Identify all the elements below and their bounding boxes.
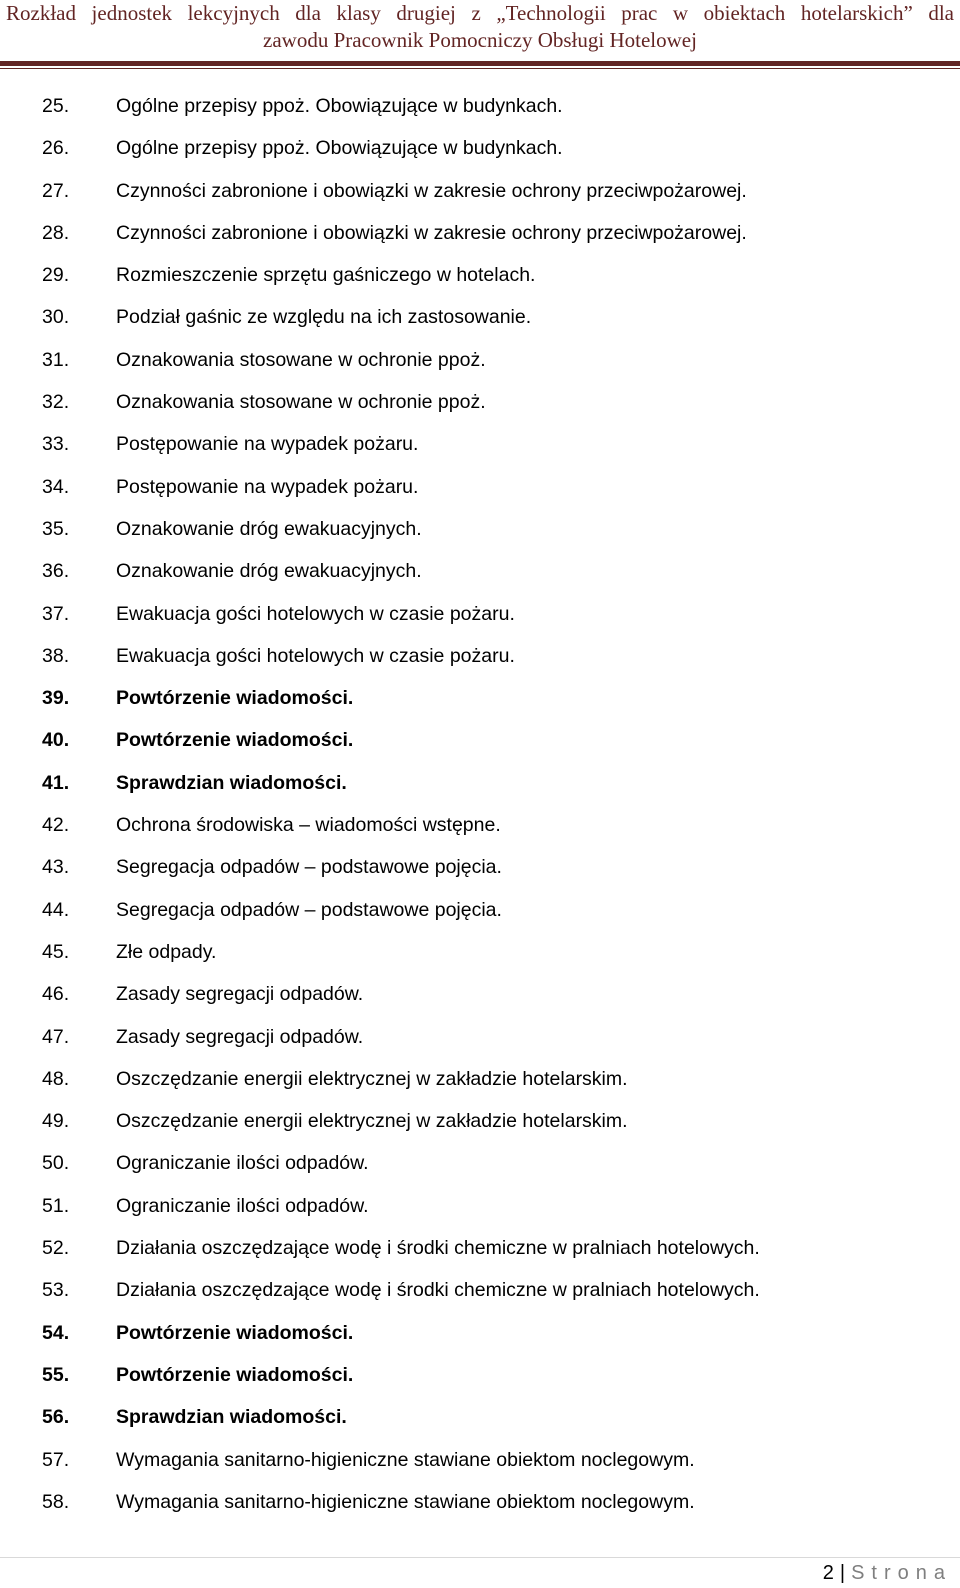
lesson-item (0, 804, 960, 846)
lesson-number: 38. (42, 644, 70, 667)
lesson-title: Złe odpady. (116, 940, 217, 963)
lesson-item (0, 1016, 960, 1058)
lesson-number: 54. (42, 1321, 70, 1344)
lesson-item (0, 762, 960, 804)
lesson-item (0, 1185, 960, 1227)
header-divider (0, 68, 960, 69)
lesson-title: Oznakowanie dróg ewakuacyjnych. (116, 560, 422, 583)
lesson-number: 28. (42, 221, 70, 244)
lesson-title: Wymagania sanitarno-higieniczne stawiane obiektom noclegowym. (116, 1448, 695, 1471)
lesson-title: Postępowanie na wypadek pożaru. (116, 475, 419, 498)
lesson-item (0, 550, 960, 592)
lesson-number: 32. (42, 391, 70, 414)
lesson-number: 57. (42, 1448, 70, 1471)
lesson-item (0, 1269, 960, 1311)
lesson-number: 39. (42, 687, 70, 710)
footer-separator: | (839, 1562, 846, 1584)
lesson-number: 41. (42, 771, 70, 794)
lesson-title: Sprawdzian wiadomości. (116, 1406, 347, 1429)
footer-divider (0, 1557, 960, 1558)
lesson-title: Czynności zabronione i obowiązki w zakresie ochrony przeciwpożarowej. (116, 179, 747, 202)
lesson-item (0, 170, 960, 212)
lesson-number: 51. (42, 1194, 70, 1217)
lesson-item (0, 212, 960, 254)
lesson-title: Powtórzenie wiadomości. (116, 1321, 354, 1344)
lesson-title: Zasady segregacji odpadów. (116, 983, 364, 1006)
lesson-item (0, 973, 960, 1015)
page-footer (823, 1560, 952, 1586)
lesson-title: Ewakuacja gości hotelowych w czasie pożaru. (116, 644, 515, 667)
lesson-item (0, 381, 960, 423)
lesson-item (0, 677, 960, 719)
lesson-item (0, 593, 960, 635)
lesson-title: Powtórzenie wiadomości. (116, 729, 354, 752)
lesson-title: Oznakowanie dróg ewakuacyjnych. (116, 517, 422, 540)
lesson-number: 50. (42, 1152, 70, 1175)
header-title-line-1: Rozkład jednostek lekcyjnych dla klasy drugiej z „Technologii prac w obiektach hotelarskich” dla (6, 1, 954, 25)
lesson-number: 56. (42, 1406, 70, 1429)
lesson-number: 49. (42, 1110, 70, 1133)
lesson-item (0, 296, 960, 338)
lesson-number: 45. (42, 940, 70, 963)
lesson-item (0, 127, 960, 169)
lesson-item (0, 719, 960, 761)
lesson-title: Oznakowania stosowane w ochronie ppoż. (116, 348, 486, 371)
lesson-item (0, 508, 960, 550)
lesson-item (0, 1058, 960, 1100)
lesson-title: Ochrona środowiska – wiadomości wstępne. (116, 814, 501, 837)
lesson-number: 31. (42, 348, 70, 371)
lesson-title: Działania oszczędzające wodę i środki chemiczne w pralniach hotelowych. (116, 1279, 760, 1302)
lesson-number: 47. (42, 1025, 70, 1048)
lesson-item (0, 1312, 960, 1354)
page-header (0, 0, 960, 66)
lesson-number: 27. (42, 179, 70, 202)
lesson-number: 36. (42, 560, 70, 583)
lesson-number: 52. (42, 1237, 70, 1260)
lesson-title: Oszczędzanie energii elektrycznej w zakładzie hotelarskim. (116, 1067, 628, 1090)
lesson-number: 46. (42, 983, 70, 1006)
lesson-item (0, 85, 960, 127)
lesson-item (0, 1142, 960, 1184)
lesson-item (0, 1354, 960, 1396)
lesson-title: Powtórzenie wiadomości. (116, 687, 354, 710)
page-number: 2 (822, 1562, 834, 1584)
lesson-number: 58. (42, 1490, 70, 1513)
lesson-number: 25. (42, 95, 70, 117)
lesson-title: Powtórzenie wiadomości. (116, 1363, 354, 1386)
lesson-item (0, 1100, 960, 1142)
lesson-item (0, 339, 960, 381)
header-title-line-2: zawodu Pracownik Pomocniczy Obsługi Hotelowej (263, 28, 697, 52)
lesson-number: 40. (42, 729, 70, 752)
lesson-item (0, 466, 960, 508)
lesson-item (0, 1227, 960, 1269)
lesson-title: Czynności zabronione i obowiązki w zakresie ochrony przeciwpożarowej. (116, 221, 747, 244)
lesson-title: Postępowanie na wypadek pożaru. (116, 433, 419, 456)
lesson-title: Działania oszczędzające wodę i środki chemiczne w pralniach hotelowych. (116, 1237, 760, 1260)
lesson-number: 48. (42, 1067, 70, 1090)
lesson-item (0, 1481, 960, 1523)
lesson-title: Segregacja odpadów – podstawowe pojęcia. (116, 856, 502, 879)
lesson-number: 29. (42, 264, 70, 287)
lesson-item (0, 846, 960, 888)
lesson-item (0, 889, 960, 931)
lesson-item (0, 423, 960, 465)
lesson-title: Rozmieszczenie sprzętu gaśniczego w hotelach. (116, 264, 536, 287)
lesson-title: Podział gaśnic ze względu na ich zastosowanie. (116, 306, 532, 329)
lesson-number: 44. (42, 898, 70, 921)
lesson-title: Ograniczanie ilości odpadów. (116, 1194, 369, 1217)
lesson-number: 34. (42, 475, 70, 498)
lesson-item (0, 635, 960, 677)
lesson-title: Wymagania sanitarno-higieniczne stawiane obiektom noclegowym. (116, 1490, 695, 1513)
lesson-item (0, 1396, 960, 1438)
footer-page-label: Strona (851, 1562, 952, 1584)
lesson-item (0, 1439, 960, 1481)
lesson-title: Ograniczanie ilości odpadów. (116, 1152, 369, 1175)
lesson-list (0, 85, 960, 1523)
lesson-item (0, 254, 960, 296)
lesson-number: 37. (42, 602, 70, 625)
lesson-number: 33. (42, 433, 70, 456)
lesson-title: Ewakuacja gości hotelowych w czasie pożaru. (116, 602, 515, 625)
lesson-title: Oszczędzanie energii elektrycznej w zakładzie hotelarskim. (116, 1110, 628, 1133)
lesson-number: 53. (42, 1279, 70, 1302)
lesson-number: 30. (42, 306, 70, 329)
lesson-number: 35. (42, 517, 70, 540)
lesson-number: 43. (42, 856, 70, 879)
lesson-title: Oznakowania stosowane w ochronie ppoż. (116, 391, 486, 414)
lesson-item (0, 931, 960, 973)
lesson-number: 55. (42, 1363, 70, 1386)
lesson-title: Segregacja odpadów – podstawowe pojęcia. (116, 898, 502, 921)
lesson-title: Sprawdzian wiadomości. (116, 771, 347, 794)
lesson-title: Ogólne przepisy ppoż. Obowiązujące w budynkach. (116, 95, 563, 117)
lesson-number: 42. (42, 814, 70, 837)
lesson-title: Ogólne przepisy ppoż. Obowiązujące w budynkach. (116, 137, 563, 160)
lesson-title: Zasady segregacji odpadów. (116, 1025, 364, 1048)
lesson-number: 26. (42, 137, 70, 160)
